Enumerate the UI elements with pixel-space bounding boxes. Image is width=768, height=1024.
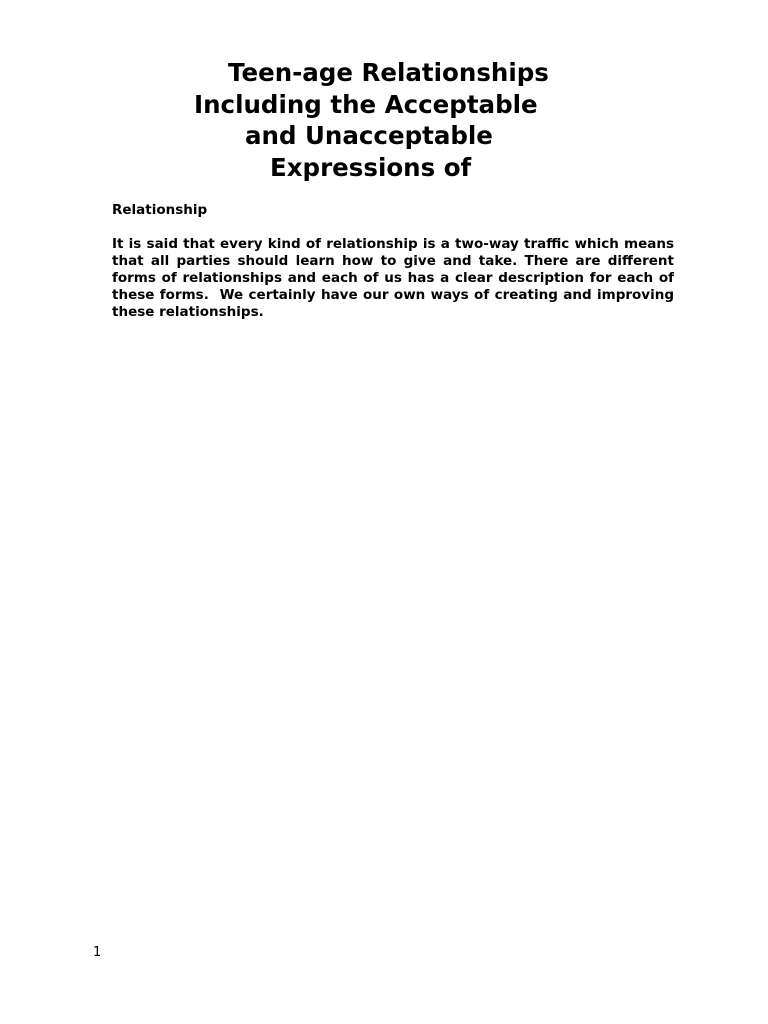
title-line-2: Including the Acceptable: [194, 89, 538, 119]
title-line-4: Expressions of: [270, 152, 472, 182]
section-heading: Relationship: [112, 202, 208, 218]
body-paragraph: It is said that every kind of relationship is a two-way traffic which means that all parties should learn how to give and take. There are different forms of relationships and each of us has a clear description for each of these forms. We certainly have our own ways of creating and improving these relationships.: [112, 236, 679, 320]
title-line-3: and Unacceptable: [245, 121, 493, 150]
page-number: 1: [93, 945, 102, 960]
document-title: [0, 57, 768, 183]
title-line-1: Teen-age Relationships: [228, 58, 549, 87]
